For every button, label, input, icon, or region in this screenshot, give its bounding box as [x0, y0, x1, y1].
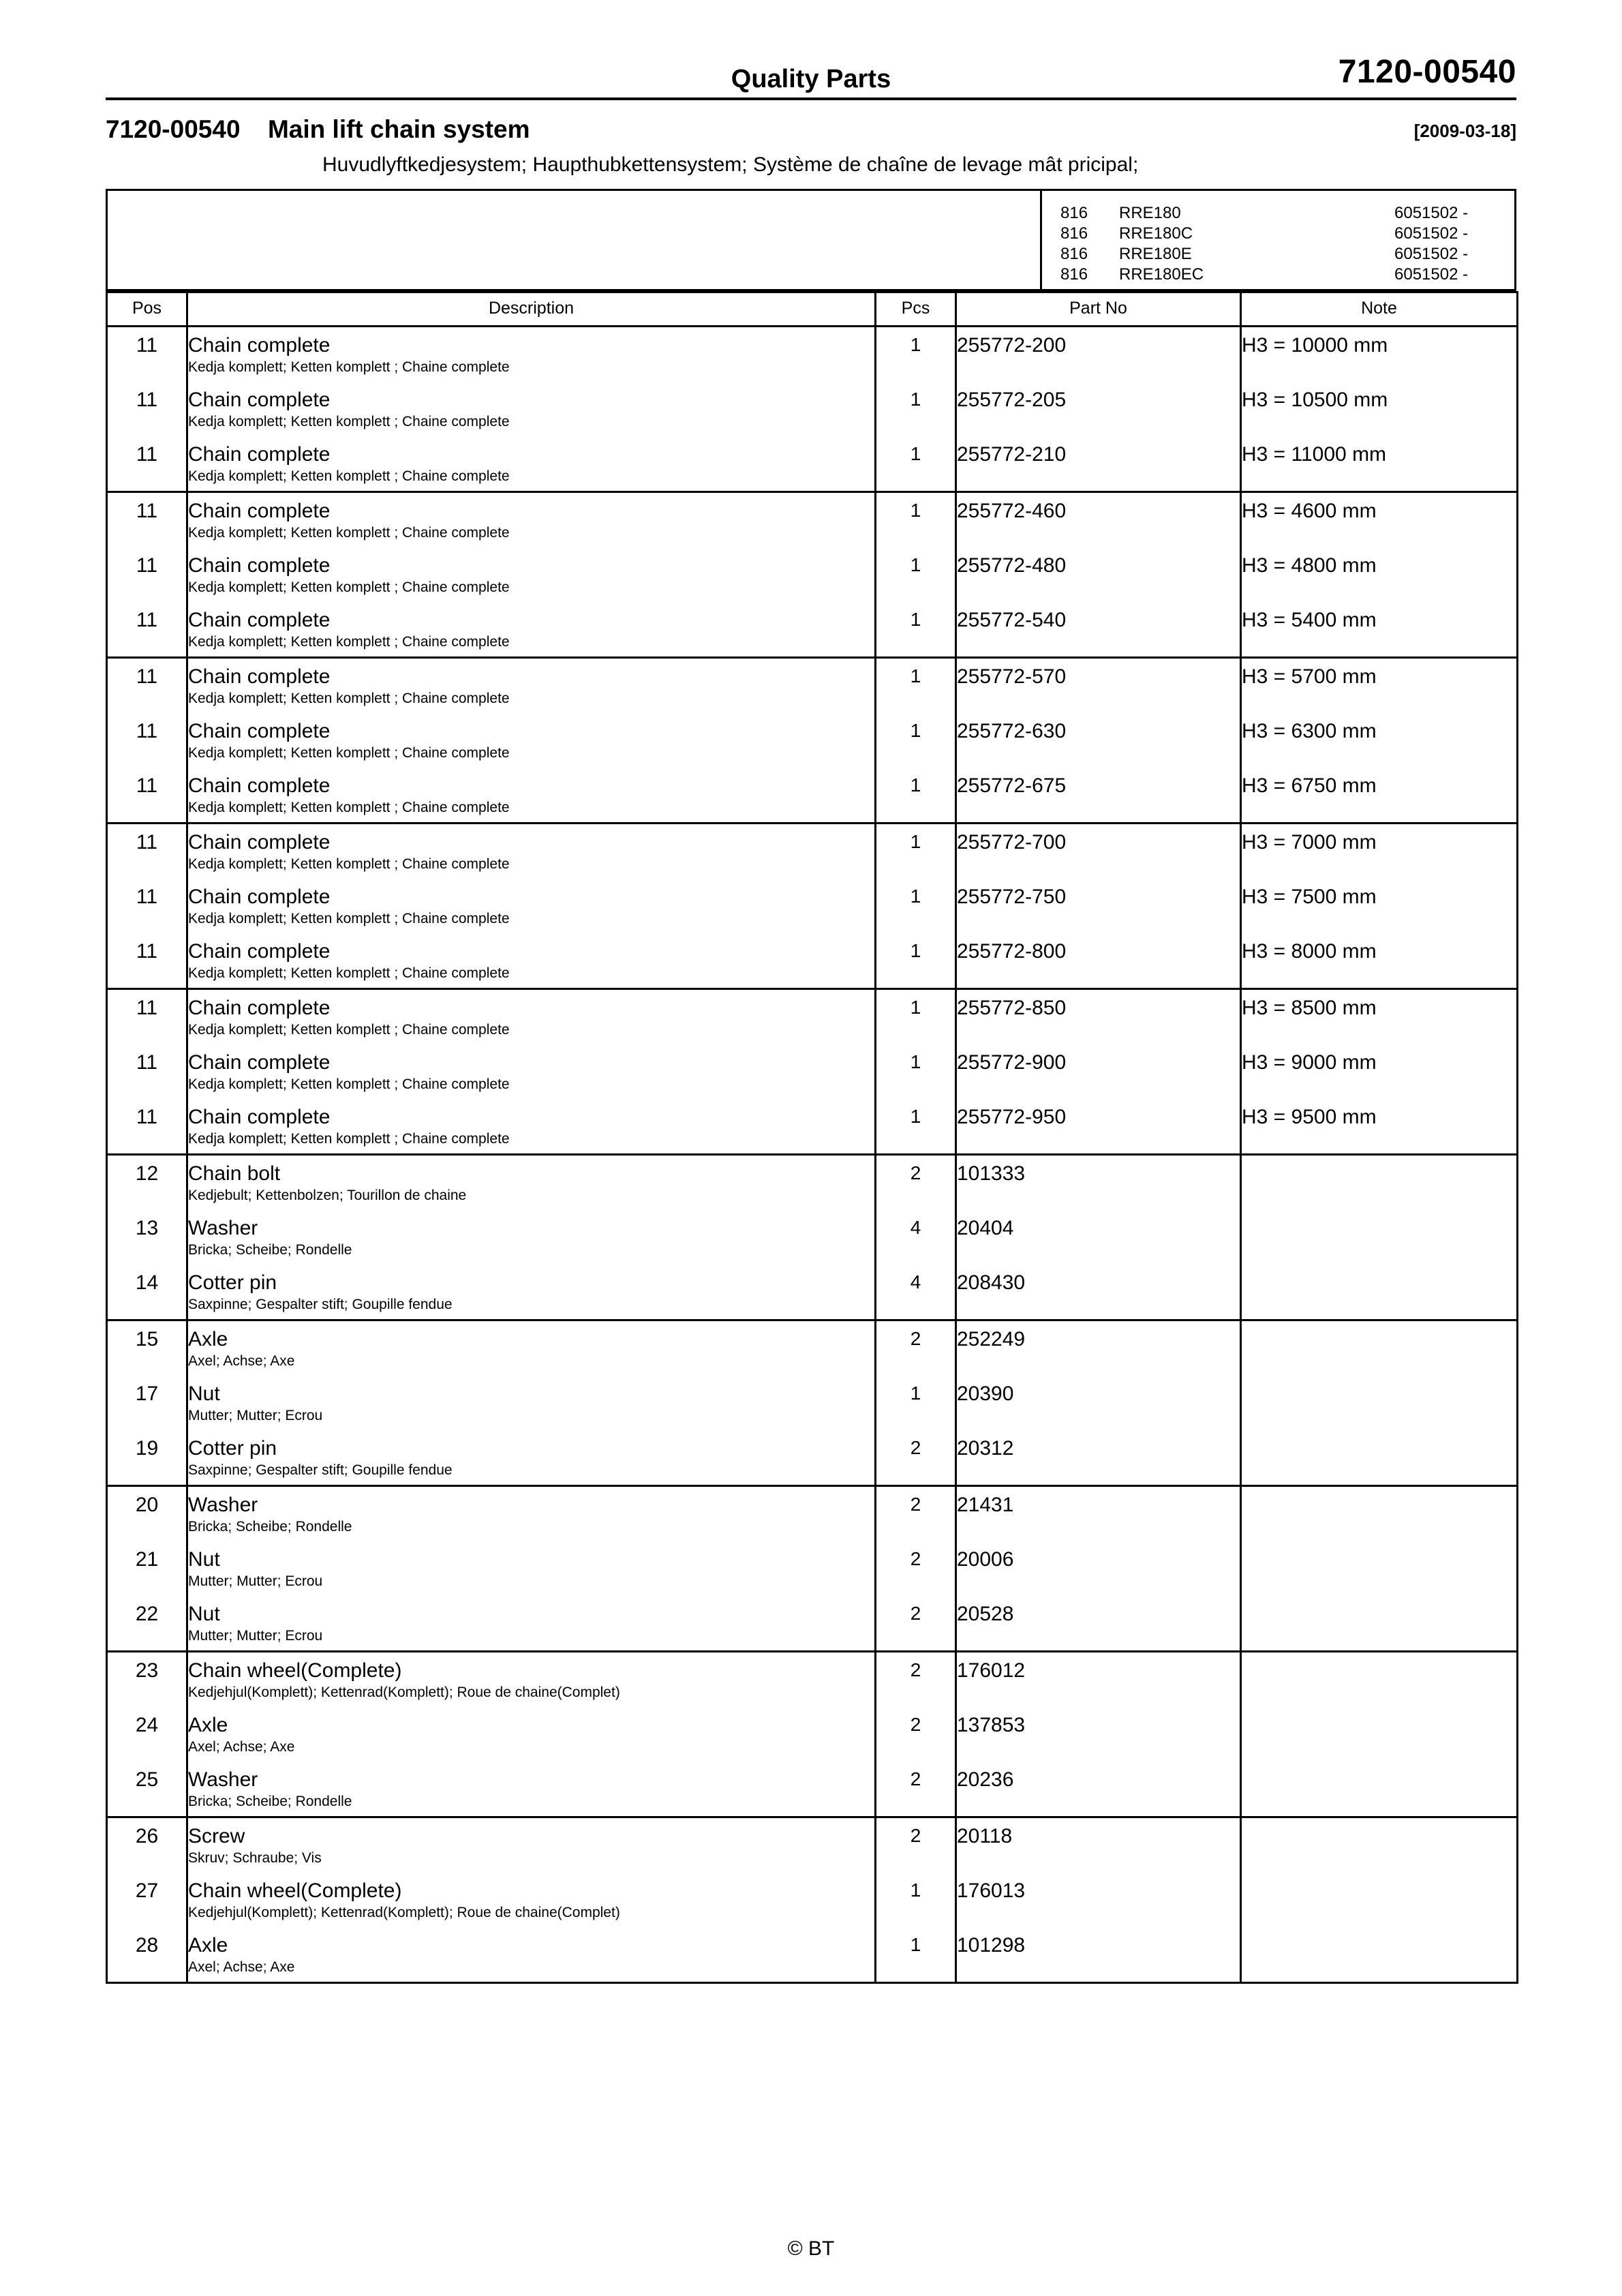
cell-note: H3 = 5400 mm	[1241, 602, 1518, 658]
description-translations: Bricka; Scheibe; Rondelle	[188, 1519, 352, 1535]
description-translations: Axel; Achse; Axe	[188, 1353, 295, 1369]
cell-note	[1241, 1376, 1518, 1430]
cell-pos: 28	[107, 1927, 187, 1983]
cell-description	[187, 824, 876, 879]
title-number: 7120-00540	[106, 115, 241, 143]
description-main: Chain bolt	[188, 1162, 281, 1185]
table-row	[107, 1541, 1518, 1596]
cell-pos: 11	[107, 824, 187, 879]
cell-pos: 11	[107, 547, 187, 602]
description-translations: Saxpinne; Gespalter stift; Goupille fendue	[188, 1462, 453, 1478]
description-translations: Kedja komplett; Ketten komplett ; Chaine complete	[188, 1131, 510, 1147]
description-translations: Kedja komplett; Ketten komplett ; Chaine complete	[188, 1022, 510, 1038]
cell-pcs: 1	[876, 327, 956, 382]
table-header-row	[107, 292, 1518, 327]
description-translations: Axel; Achse; Axe	[188, 1739, 295, 1755]
cell-part-no: 255772-480	[956, 547, 1241, 602]
description-main: Nut	[188, 1548, 220, 1571]
cell-note	[1241, 1210, 1518, 1265]
description-main: Screw	[188, 1825, 245, 1847]
cell-pos: 11	[107, 436, 187, 492]
cell-description	[187, 492, 876, 548]
cell-pos: 11	[107, 1099, 187, 1155]
cell-note	[1241, 1486, 1518, 1542]
cell-pos: 11	[107, 933, 187, 989]
description-main: Axle	[188, 1328, 228, 1350]
table-row	[107, 1762, 1518, 1817]
cell-pcs: 1	[876, 824, 956, 879]
description-translations: Kedja komplett; Ketten komplett ; Chaine complete	[188, 745, 510, 761]
description-translations: Kedja komplett; Ketten komplett ; Chaine complete	[188, 579, 510, 595]
cell-description	[187, 1210, 876, 1265]
description-main: Washer	[188, 1217, 258, 1239]
description-main: Chain complete	[188, 774, 331, 797]
description-translations: Mutter; Mutter; Ecrou	[188, 1628, 323, 1644]
cell-description	[187, 1155, 876, 1211]
cell-part-no: 20528	[956, 1596, 1241, 1652]
cell-note: H3 = 8000 mm	[1241, 933, 1518, 989]
model-row	[1060, 203, 1468, 224]
description-translations: Kedja komplett; Ketten komplett ; Chaine complete	[188, 911, 510, 926]
cell-part-no: 20404	[956, 1210, 1241, 1265]
cell-part-no: 176013	[956, 1873, 1241, 1927]
cell-note	[1241, 1265, 1518, 1320]
header-divider	[106, 97, 1516, 100]
cell-part-no: 255772-570	[956, 658, 1241, 714]
description-translations: Kedja komplett; Ketten komplett ; Chaine complete	[188, 468, 510, 484]
cell-note: H3 = 4600 mm	[1241, 492, 1518, 548]
description-translations: Kedja komplett; Ketten komplett ; Chaine complete	[188, 965, 510, 981]
model-serial: 6051502 -	[1394, 245, 1469, 263]
description-translations: Bricka; Scheibe; Rondelle	[188, 1794, 352, 1809]
cell-description	[187, 658, 876, 714]
cell-pcs: 1	[876, 933, 956, 989]
cell-part-no: 255772-460	[956, 492, 1241, 548]
cell-pos: 11	[107, 327, 187, 382]
cell-description	[187, 1486, 876, 1542]
cell-pcs: 1	[876, 1044, 956, 1099]
cell-note: H3 = 9500 mm	[1241, 1099, 1518, 1155]
description-translations: Kedja komplett; Ketten komplett ; Chaine complete	[188, 359, 510, 375]
cell-part-no: 255772-540	[956, 602, 1241, 658]
cell-pos: 19	[107, 1430, 187, 1486]
column-header-note: Note	[1241, 292, 1518, 327]
cell-pos: 12	[107, 1155, 187, 1211]
cell-pcs: 1	[876, 768, 956, 824]
cell-part-no: 255772-900	[956, 1044, 1241, 1099]
model-applicability-box	[106, 189, 1516, 291]
description-main: Nut	[188, 1383, 220, 1405]
description-main: Chain wheel(Complete)	[188, 1879, 402, 1902]
cell-pos: 11	[107, 492, 187, 548]
table-row	[107, 327, 1518, 382]
model-name: RRE180	[1119, 204, 1181, 222]
table-row	[107, 713, 1518, 768]
table-row	[107, 768, 1518, 824]
cell-part-no: 21431	[956, 1486, 1241, 1542]
cell-description	[187, 1099, 876, 1155]
cell-description	[187, 1652, 876, 1708]
cell-description	[187, 713, 876, 768]
description-main: Chain complete	[188, 389, 331, 411]
cell-pos: 11	[107, 382, 187, 436]
cell-note: H3 = 10000 mm	[1241, 327, 1518, 382]
cell-pos: 11	[107, 989, 187, 1045]
cell-pcs: 2	[876, 1652, 956, 1708]
cell-description	[187, 1044, 876, 1099]
model-name: RRE180E	[1119, 245, 1192, 263]
description-main: Chain complete	[188, 500, 331, 522]
cell-note	[1241, 1873, 1518, 1927]
table-row	[107, 1265, 1518, 1320]
table-row	[107, 1155, 1518, 1211]
cell-pcs: 2	[876, 1486, 956, 1542]
cell-description	[187, 1596, 876, 1652]
description-main: Nut	[188, 1603, 220, 1625]
cell-pos: 23	[107, 1652, 187, 1708]
model-box-divider	[1040, 191, 1042, 289]
cell-note	[1241, 1817, 1518, 1873]
title-row	[106, 115, 1516, 149]
description-translations: Kedjehjul(Komplett); Kettenrad(Komplett); Roue de chaine(Complet)	[188, 1905, 620, 1920]
model-code: 816	[1060, 204, 1088, 222]
cell-pos: 11	[107, 713, 187, 768]
cell-part-no: 137853	[956, 1707, 1241, 1762]
model-code: 816	[1060, 265, 1088, 284]
description-translations: Kedja komplett; Ketten komplett ; Chaine complete	[188, 1076, 510, 1092]
header-document-number: 7120-00540	[1338, 54, 1516, 90]
cell-part-no: 20118	[956, 1817, 1241, 1873]
description-main: Chain complete	[188, 665, 331, 688]
description-translations: Kedjebult; Kettenbolzen; Tourillon de chaine	[188, 1188, 467, 1203]
cell-part-no: 255772-750	[956, 879, 1241, 933]
page-title: Main lift chain system	[267, 115, 530, 143]
cell-pcs: 2	[876, 1762, 956, 1817]
cell-pos: 21	[107, 1541, 187, 1596]
cell-part-no: 20236	[956, 1762, 1241, 1817]
description-translations: Saxpinne; Gespalter stift; Goupille fendue	[188, 1297, 453, 1312]
cell-note	[1241, 1652, 1518, 1708]
description-translations: Kedja komplett; Ketten komplett ; Chaine complete	[188, 856, 510, 872]
table-row	[107, 933, 1518, 989]
cell-note	[1241, 1707, 1518, 1762]
description-translations: Kedjehjul(Komplett); Kettenrad(Komplett); Roue de chaine(Complet)	[188, 1685, 620, 1700]
description-translations: Bricka; Scheibe; Rondelle	[188, 1242, 352, 1258]
cell-description	[187, 1430, 876, 1486]
parts-table	[106, 291, 1518, 1984]
model-code: 816	[1060, 245, 1088, 263]
cell-part-no: 255772-850	[956, 989, 1241, 1045]
cell-note	[1241, 1541, 1518, 1596]
cell-part-no: 255772-950	[956, 1099, 1241, 1155]
table-row	[107, 1486, 1518, 1542]
description-main: Chain complete	[188, 443, 331, 466]
revision-date: [2009-03-18]	[1413, 121, 1516, 141]
cell-pcs: 1	[876, 713, 956, 768]
cell-pcs: 1	[876, 547, 956, 602]
table-row	[107, 492, 1518, 548]
model-row	[1060, 265, 1468, 285]
description-main: Chain complete	[188, 720, 331, 742]
cell-description	[187, 1762, 876, 1817]
description-main: Chain complete	[188, 997, 331, 1019]
table-row	[107, 658, 1518, 714]
description-main: Chain wheel(Complete)	[188, 1659, 402, 1682]
table-row	[107, 1652, 1518, 1708]
cell-description	[187, 933, 876, 989]
description-main: Chain complete	[188, 940, 331, 963]
cell-pcs: 1	[876, 1927, 956, 1983]
cell-pos: 17	[107, 1376, 187, 1430]
description-main: Chain complete	[188, 1106, 331, 1128]
cell-part-no: 176012	[956, 1652, 1241, 1708]
cell-pos: 26	[107, 1817, 187, 1873]
cell-note	[1241, 1320, 1518, 1376]
model-row	[1060, 224, 1468, 244]
cell-pos: 15	[107, 1320, 187, 1376]
cell-pcs: 1	[876, 436, 956, 492]
cell-pcs: 1	[876, 989, 956, 1045]
model-serial: 6051502 -	[1394, 224, 1469, 243]
cell-description	[187, 1265, 876, 1320]
cell-part-no: 208430	[956, 1265, 1241, 1320]
cell-description	[187, 1817, 876, 1873]
model-name: RRE180EC	[1119, 265, 1204, 284]
cell-pos: 11	[107, 602, 187, 658]
description-translations: Mutter; Mutter; Ecrou	[188, 1408, 323, 1423]
header-title: Quality Parts	[731, 65, 891, 93]
cell-part-no: 255772-205	[956, 382, 1241, 436]
cell-pcs: 4	[876, 1210, 956, 1265]
cell-part-no: 101333	[956, 1155, 1241, 1211]
cell-pos: 27	[107, 1873, 187, 1927]
cell-note	[1241, 1430, 1518, 1486]
cell-description	[187, 1873, 876, 1927]
cell-pos: 22	[107, 1596, 187, 1652]
description-main: Chain complete	[188, 609, 331, 631]
cell-note	[1241, 1155, 1518, 1211]
cell-note: H3 = 7500 mm	[1241, 879, 1518, 933]
cell-note: H3 = 5700 mm	[1241, 658, 1518, 714]
description-main: Chain complete	[188, 334, 331, 357]
cell-pos: 25	[107, 1762, 187, 1817]
description-main: Cotter pin	[188, 1437, 277, 1460]
table-row	[107, 436, 1518, 492]
model-row	[1060, 244, 1468, 265]
cell-note: H3 = 11000 mm	[1241, 436, 1518, 492]
table-row	[107, 1707, 1518, 1762]
cell-note: H3 = 6300 mm	[1241, 713, 1518, 768]
cell-description	[187, 436, 876, 492]
cell-part-no: 255772-800	[956, 933, 1241, 989]
model-serial: 6051502 -	[1394, 204, 1469, 222]
cell-description	[187, 602, 876, 658]
cell-pos: 11	[107, 1044, 187, 1099]
description-main: Axle	[188, 1934, 228, 1957]
cell-pcs: 1	[876, 658, 956, 714]
table-row	[107, 824, 1518, 879]
cell-description	[187, 547, 876, 602]
cell-pcs: 1	[876, 492, 956, 548]
table-row	[107, 1596, 1518, 1652]
table-row	[107, 1817, 1518, 1873]
table-row	[107, 1927, 1518, 1983]
description-main: Washer	[188, 1494, 258, 1516]
description-main: Chain complete	[188, 886, 331, 908]
description-main: Cotter pin	[188, 1271, 277, 1294]
cell-pcs: 1	[876, 1873, 956, 1927]
cell-pcs: 2	[876, 1541, 956, 1596]
cell-note: H3 = 4800 mm	[1241, 547, 1518, 602]
page-header	[106, 0, 1516, 93]
description-main: Axle	[188, 1714, 228, 1736]
table-row	[107, 382, 1518, 436]
table-row	[107, 989, 1518, 1045]
cell-part-no: 255772-630	[956, 713, 1241, 768]
description-main: Chain complete	[188, 554, 331, 577]
description-translations: Kedja komplett; Ketten komplett ; Chaine complete	[188, 800, 510, 815]
description-translations: Mutter; Mutter; Ecrou	[188, 1573, 323, 1589]
cell-pcs: 2	[876, 1707, 956, 1762]
table-row	[107, 1044, 1518, 1099]
table-row	[107, 1320, 1518, 1376]
cell-description	[187, 1541, 876, 1596]
cell-note: H3 = 7000 mm	[1241, 824, 1518, 879]
cell-pos: 11	[107, 879, 187, 933]
cell-part-no: 255772-675	[956, 768, 1241, 824]
model-name: RRE180C	[1119, 224, 1193, 243]
cell-pcs: 2	[876, 1155, 956, 1211]
cell-pcs: 1	[876, 602, 956, 658]
description-translations: Kedja komplett; Ketten komplett ; Chaine complete	[188, 691, 510, 706]
cell-pos: 20	[107, 1486, 187, 1542]
cell-description	[187, 989, 876, 1045]
cell-pcs: 2	[876, 1596, 956, 1652]
cell-part-no: 20312	[956, 1430, 1241, 1486]
cell-part-no: 252249	[956, 1320, 1241, 1376]
cell-description	[187, 879, 876, 933]
cell-note: H3 = 6750 mm	[1241, 768, 1518, 824]
cell-description	[187, 1927, 876, 1983]
cell-pcs: 1	[876, 382, 956, 436]
table-row	[107, 879, 1518, 933]
model-serial: 6051502 -	[1394, 265, 1469, 284]
cell-description	[187, 1320, 876, 1376]
cell-part-no: 255772-700	[956, 824, 1241, 879]
cell-part-no: 20390	[956, 1376, 1241, 1430]
cell-pcs: 2	[876, 1430, 956, 1486]
cell-pos: 11	[107, 658, 187, 714]
cell-note	[1241, 1596, 1518, 1652]
cell-pcs: 1	[876, 1099, 956, 1155]
cell-part-no: 20006	[956, 1541, 1241, 1596]
description-translations: Kedja komplett; Ketten komplett ; Chaine complete	[188, 634, 510, 650]
title-subtitle: Huvudlyftkedjesystem; Haupthubkettensystem; Système de chaîne de levage mât pricipal;	[322, 153, 1139, 176]
column-header-description: Description	[187, 292, 876, 327]
table-row	[107, 1099, 1518, 1155]
cell-part-no: 101298	[956, 1927, 1241, 1983]
cell-description	[187, 327, 876, 382]
description-main: Chain complete	[188, 1051, 331, 1074]
description-translations: Axel; Achse; Axe	[188, 1959, 295, 1975]
cell-pos: 13	[107, 1210, 187, 1265]
table-row	[107, 1376, 1518, 1430]
description-translations: Kedja komplett; Ketten komplett ; Chaine complete	[188, 525, 510, 541]
column-header-pos: Pos	[107, 292, 187, 327]
cell-part-no: 255772-210	[956, 436, 1241, 492]
description-translations: Kedja komplett; Ketten komplett ; Chaine complete	[188, 414, 510, 429]
cell-pos: 24	[107, 1707, 187, 1762]
table-row	[107, 1430, 1518, 1486]
cell-note	[1241, 1762, 1518, 1817]
model-list	[1060, 203, 1468, 285]
cell-pcs: 2	[876, 1320, 956, 1376]
cell-description	[187, 1707, 876, 1762]
table-row	[107, 1210, 1518, 1265]
description-main: Chain complete	[188, 831, 331, 854]
column-header-pcs: Pcs	[876, 292, 956, 327]
page-footer: © BT	[787, 2237, 835, 2260]
column-header-part-no: Part No	[956, 292, 1241, 327]
cell-pos: 11	[107, 768, 187, 824]
cell-note	[1241, 1927, 1518, 1983]
model-code: 816	[1060, 224, 1088, 243]
cell-pcs: 4	[876, 1265, 956, 1320]
cell-description	[187, 1376, 876, 1430]
description-translations: Skruv; Schraube; Vis	[188, 1850, 322, 1866]
table-row	[107, 602, 1518, 658]
cell-pos: 14	[107, 1265, 187, 1320]
cell-part-no: 255772-200	[956, 327, 1241, 382]
table-row	[107, 547, 1518, 602]
cell-description	[187, 768, 876, 824]
cell-note: H3 = 8500 mm	[1241, 989, 1518, 1045]
cell-description	[187, 382, 876, 436]
cell-pcs: 2	[876, 1817, 956, 1873]
cell-note: H3 = 9000 mm	[1241, 1044, 1518, 1099]
table-row	[107, 1873, 1518, 1927]
description-main: Washer	[188, 1768, 258, 1791]
cell-pcs: 1	[876, 879, 956, 933]
cell-note: H3 = 10500 mm	[1241, 382, 1518, 436]
cell-pcs: 1	[876, 1376, 956, 1430]
